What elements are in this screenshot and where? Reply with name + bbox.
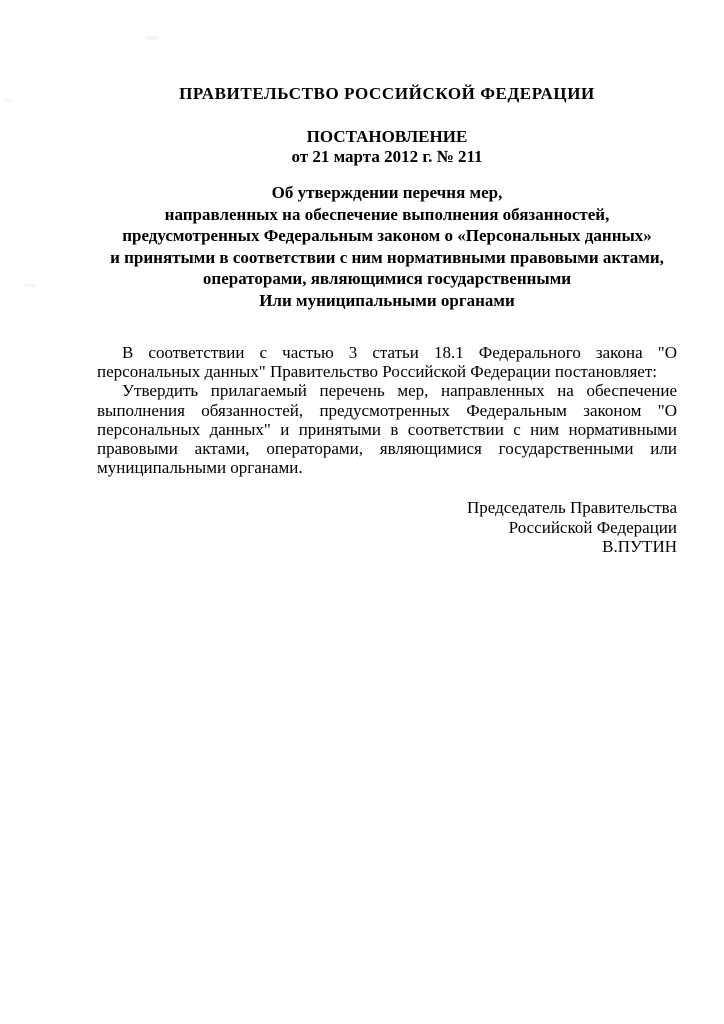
body-text xyxy=(97,343,677,477)
signature-title-line: Председатель Правительства xyxy=(466,498,677,517)
subject-line: Об утверждении перечня мер, xyxy=(271,183,503,202)
body-paragraph: В соответствии с частью 3 статьи 18.1 Федерального закона "О персональных данных" Правительство Российской Федерации постановляет: xyxy=(97,343,677,382)
signature-title-line: Российской Федерации xyxy=(508,517,677,537)
subject-line: направленных на обеспечение выполнения обязанностей, xyxy=(164,204,610,224)
scan-artifact xyxy=(25,284,36,287)
signature-block xyxy=(97,498,677,557)
subject-line: предусмотренных Федеральным законом о «Персональных данных» xyxy=(122,226,652,245)
subject-line: Или муниципальными органами xyxy=(259,290,515,310)
subject-line: операторами, являющимися государственными xyxy=(202,269,572,288)
doc-date-number: от 21 марта 2012 г. № 211 xyxy=(291,146,483,166)
signature-name: В.ПУТИН xyxy=(602,537,677,556)
subject-line: и принятыми в соответствии с ним нормативными правовыми актами, xyxy=(110,247,664,267)
subject-block xyxy=(97,182,677,311)
scan-artifact xyxy=(4,99,13,102)
doc-type: ПОСТАНОВЛЕНИЕ xyxy=(306,127,468,146)
scan-artifact xyxy=(146,36,158,40)
body-paragraph: Утвердить прилагаемый перечень мер, направленных на обеспечение выполнения обязанностей, предусмотренных Федеральным законом "О персональных данных" и принятыми в соответствии с ним нормативными правовыми актами, операторами, являющимися государственными или муниципальными органами. xyxy=(97,381,677,478)
authority-title: ПРАВИТЕЛЬСТВО РОССИЙСКОЙ ФЕДЕРАЦИИ xyxy=(179,84,595,103)
doc-type-block xyxy=(97,127,677,166)
